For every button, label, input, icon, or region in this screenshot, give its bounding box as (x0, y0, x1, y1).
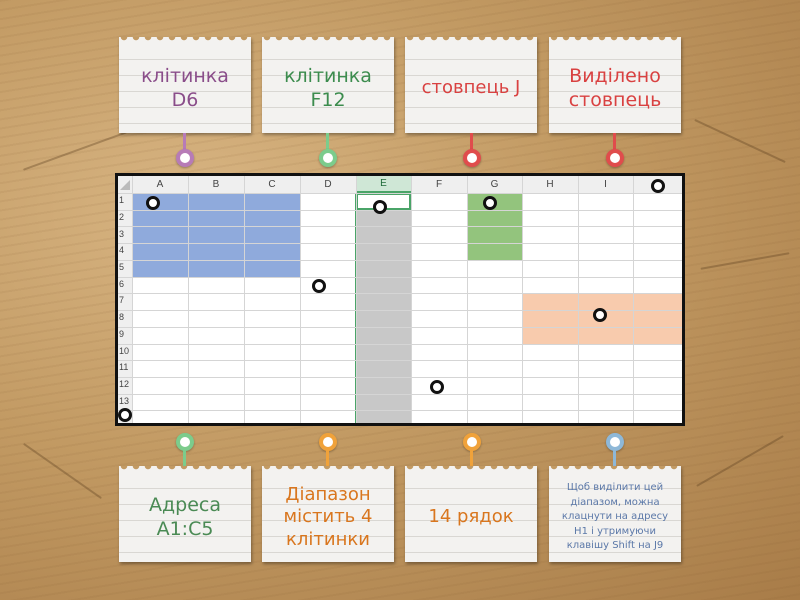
pin-stem (326, 449, 329, 467)
label-card-text: Щоб виділити цей діапазом, можна клацнути на адресу H1 і утримуючи клавішу Shift на J9 (561, 482, 669, 552)
gridline (118, 360, 682, 361)
row-header[interactable]: 9 (118, 329, 132, 339)
drop-target-marker[interactable] (312, 279, 326, 293)
pin-stem (613, 449, 616, 467)
gridline (300, 176, 301, 423)
gridline (118, 293, 682, 294)
wood-grain (701, 252, 790, 270)
wood-grain (23, 443, 102, 499)
label-card-address-a1-c5[interactable] (119, 466, 251, 562)
column-header[interactable]: H (522, 176, 578, 193)
corner-triangle-icon (120, 180, 130, 190)
gridline (411, 176, 412, 423)
label-card-column-j[interactable] (405, 37, 537, 133)
label-card-f12[interactable] (262, 37, 394, 133)
gridline (188, 176, 189, 423)
drop-target-marker[interactable] (118, 408, 132, 422)
label-card-text: Виділено стовпець (568, 64, 662, 111)
pin-icon[interactable] (319, 149, 337, 167)
row-header[interactable]: 10 (118, 346, 132, 356)
column-header[interactable]: A (132, 176, 188, 193)
spreadsheet-image (115, 173, 685, 426)
gridline (118, 210, 682, 211)
row-header[interactable]: 1 (118, 195, 132, 205)
gridline (118, 344, 682, 345)
wood-grain (23, 131, 127, 171)
label-card-text: стовпець J (421, 77, 521, 99)
label-card-text: Діапазон містить 4 клітинки (283, 483, 373, 550)
column-header-selected[interactable]: E (356, 176, 411, 193)
gridline (467, 176, 468, 423)
gridline (522, 176, 523, 423)
drop-target-marker[interactable] (146, 196, 160, 210)
gridline (118, 193, 682, 194)
label-card-text: клітинка D6 (141, 64, 229, 111)
wood-grain (694, 119, 785, 163)
drop-target-marker[interactable] (483, 196, 497, 210)
row-header[interactable]: 7 (118, 295, 132, 305)
gridline (132, 176, 133, 423)
gridline (118, 260, 682, 261)
gridline (118, 243, 682, 244)
row-header[interactable]: 12 (118, 379, 132, 389)
row-header[interactable]: 8 (118, 312, 132, 322)
column-header[interactable]: B (188, 176, 244, 193)
gridline (118, 410, 682, 411)
row-header[interactable]: 11 (118, 362, 132, 372)
column-header[interactable]: F (411, 176, 467, 193)
wood-grain (696, 435, 784, 487)
column-header[interactable]: D (300, 176, 356, 193)
label-card-text: Адреса A1:C5 (149, 493, 221, 540)
gridline (578, 176, 579, 423)
gridline (244, 176, 245, 423)
select-all-corner[interactable] (118, 176, 132, 193)
label-card-selected-column[interactable] (549, 37, 681, 133)
column-header[interactable]: G (467, 176, 522, 193)
row-header[interactable]: 2 (118, 212, 132, 222)
pin-icon[interactable] (606, 149, 624, 167)
label-card-d6[interactable] (119, 37, 251, 133)
drop-target-marker[interactable] (373, 200, 387, 214)
row-header[interactable]: 13 (118, 396, 132, 406)
pin-icon[interactable] (176, 149, 194, 167)
gridline (118, 377, 682, 378)
column-e-outline (355, 193, 412, 423)
row-header[interactable]: 6 (118, 279, 132, 289)
drop-target-marker[interactable] (651, 179, 665, 193)
gridline (633, 176, 634, 423)
drop-target-marker[interactable] (430, 380, 444, 394)
label-card-text: 14 рядок (428, 506, 514, 528)
label-card-range-4-cells[interactable] (262, 466, 394, 562)
gridline (118, 277, 682, 278)
gridline (356, 176, 357, 423)
label-card-shift-select[interactable] (549, 466, 681, 562)
label-card-text: клітинка F12 (284, 64, 372, 111)
gridline (118, 226, 682, 227)
pin-stem (183, 449, 186, 467)
drop-target-marker[interactable] (593, 308, 607, 322)
gridline (118, 327, 682, 328)
pin-icon[interactable] (463, 149, 481, 167)
row-header[interactable]: 4 (118, 245, 132, 255)
row-header[interactable]: 5 (118, 262, 132, 272)
column-header[interactable]: I (578, 176, 633, 193)
column-header[interactable]: C (244, 176, 300, 193)
row-header[interactable]: 3 (118, 229, 132, 239)
pin-stem (470, 449, 473, 467)
label-card-row-14[interactable] (405, 466, 537, 562)
gridline (118, 394, 682, 395)
